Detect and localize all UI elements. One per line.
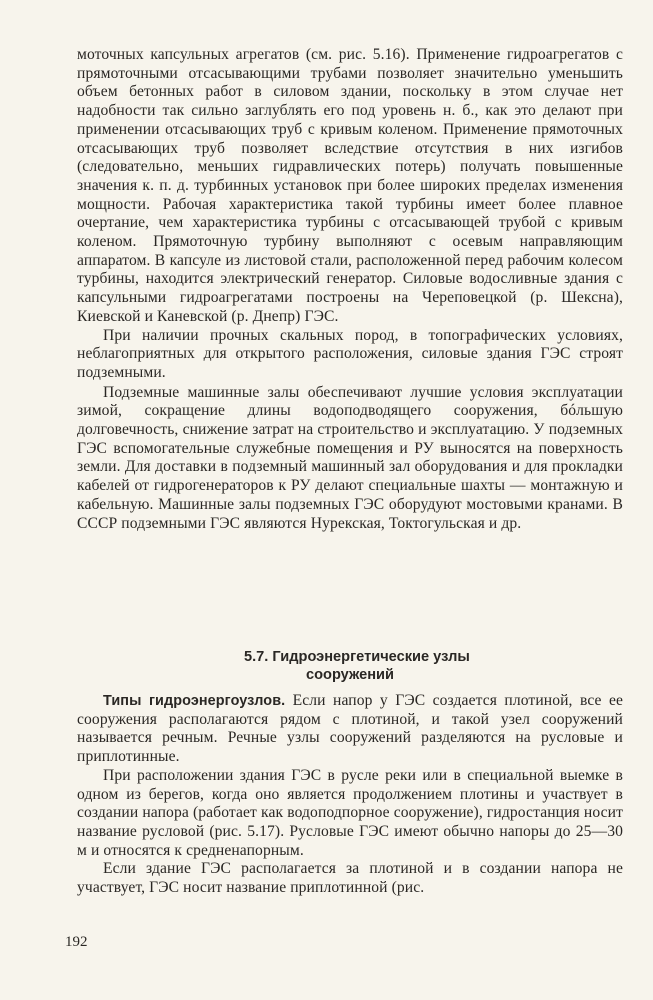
section-title-continuation: сооружений <box>306 667 394 683</box>
paragraph <box>77 692 623 767</box>
section-heading <box>244 648 470 684</box>
paragraph: При наличии прочных скальных пород, в топографических условиях, неблагоприятных для открытого расположения, силовые здания ГЭС строят подземными. <box>77 326 623 381</box>
body-text-bottom <box>77 692 623 898</box>
section-title: 5.7. Гидроэнергетические узлы <box>244 649 470 665</box>
paragraph: Если здание ГЭС располагается за плотиной и в создании напора не участвует, ГЭС носит название приплотинной (рис. <box>77 860 623 897</box>
body-text-top <box>77 46 623 533</box>
lead-in-heading: Типы гидроэнергоузлов. <box>103 693 286 709</box>
paragraph: При расположении здания ГЭС в русле реки или в специальной выемке в одном из берегов, когда оно является продолжением плотины и участвует в создании напора (работает как водоподпорное сооружение), гидростанция носит название русловой (рис. 5.17). Русловые ГЭС имеют обычно напоры до 25—30 м и относятся к средненапорным. <box>77 766 623 859</box>
paragraph: моточных капсульных агрегатов (см. рис. 5.16). Применение гидроагрегатов с прямоточными отсасывающими трубами позволяет значительно уменьшить объем бетонных работ в силовом здании, поскольку в этом случае нет надобности так сильно заглублять его под уровень н. б., как это делают при применении отсасывающих труб с кривым коленом. Применение прямоточных отсасывающих труб позволяет вследствие отсутствия в них изгибов (следовательно, меньших гидравлических потерь) получать повышенные значения к. п. д. турбинных установок при более широких пределах изменения мощности. Рабочая характеристика такой турбины имеет более плавное очертание, чем характеристика турбины с отсасывающей трубой с кривым коленом. Прямоточную турбину выполняют с осевым направляющим аппаратом. В капсуле из листовой стали, расположенной перед рабочим колесом турбины, находится электрический генератор. Силовые водосливные здания с капсульными гидроагрегатами построены на Череповецкой (р. Шексна), Киевской и Каневской (р. Днепр) ГЭС. <box>77 46 623 325</box>
paragraph-text: Если напор у ГЭС создается плотиной, все ее сооружения располагаются рядом с плотиной, и такой узел сооружений называется речным. Речные узлы сооружений разделяются на русловые и приплотинные. <box>77 692 623 766</box>
page-number: 192 <box>65 934 88 950</box>
paragraph: Подземные машинные залы обеспечивают лучшие условия эксплуатации зимой, сокращение длины водоподводящего сооружения, бóльшую долговечность, снижение затрат на строительство и эксплуатацию. У подземных ГЭС вспомогательные служебные помещения и РУ выносятся на поверхность земли. Для доставки в подземный машинный зал оборудования и для прокладки кабелей от гидрогенераторов к РУ делают специальные шахты — монтажную и кабельную. Машинные залы подземных ГЭС оборудуют мостовыми кранами. В СССР подземными ГЭС являются Нурекская, Токтогульская и др. <box>77 383 623 532</box>
